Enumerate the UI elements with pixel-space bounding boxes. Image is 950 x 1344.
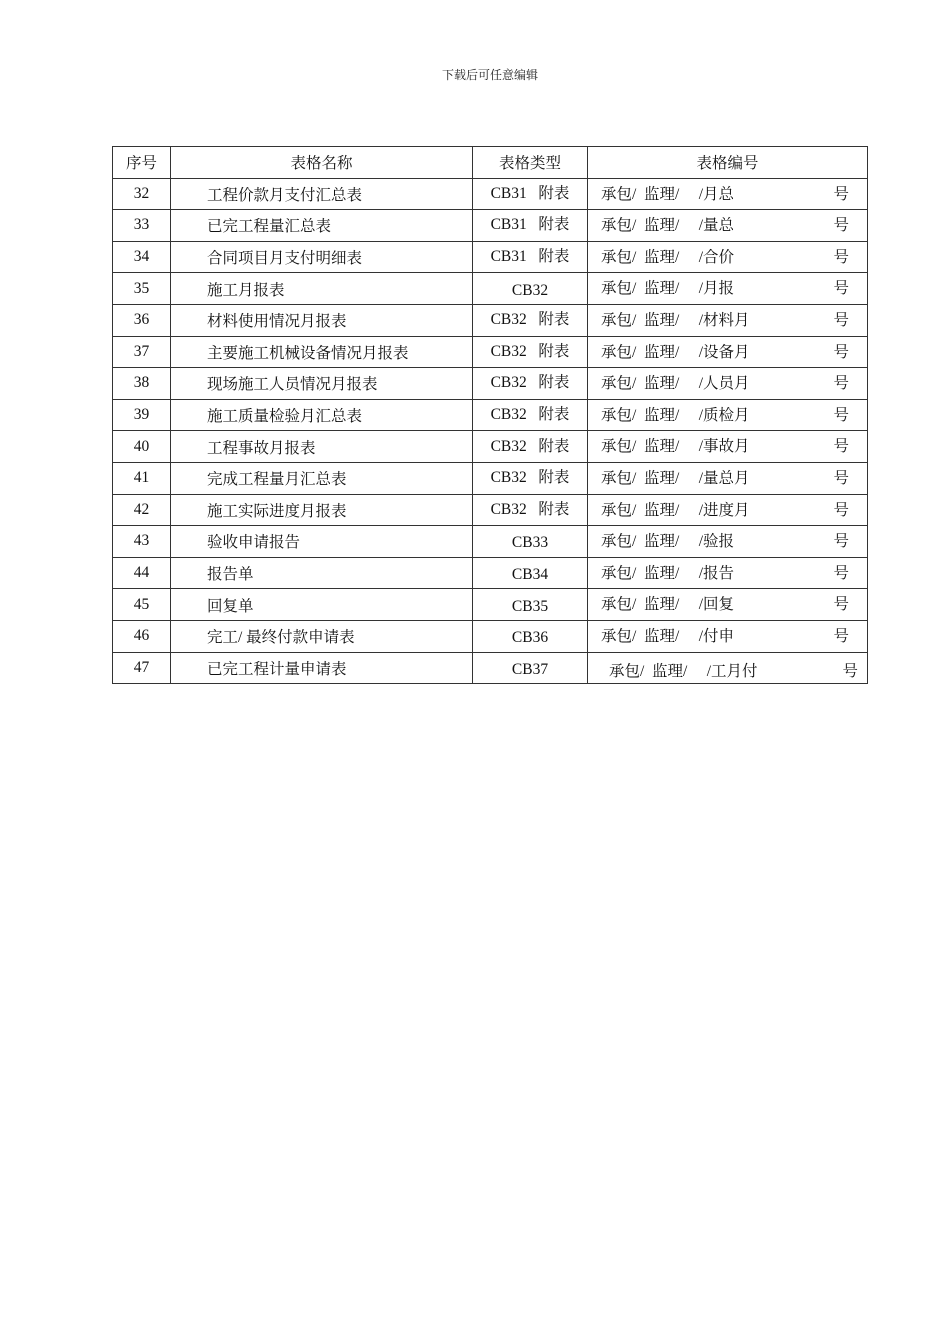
form-type: CB31 附表: [490, 184, 570, 202]
form-code: 承包/ 监理/ /设备月: [601, 343, 750, 361]
form-name: 完工/ 最终付款申请表: [171, 620, 473, 652]
row-number: 33: [113, 210, 171, 242]
form-name: 材料使用情况月报表: [171, 304, 473, 336]
form-code-cell: [588, 589, 868, 621]
form-code-suffix: 号: [833, 406, 849, 424]
form-code-suffix: 号: [833, 280, 849, 298]
form-name: 完成工程量月汇总表: [171, 462, 473, 494]
form-type: CB32 附表: [490, 374, 570, 392]
form-code-suffix: 号: [833, 469, 849, 487]
form-name: 现场施工人员情况月报表: [171, 368, 473, 400]
form-type-cell: [473, 494, 588, 526]
form-code-cell: [588, 620, 868, 652]
form-code-cell: [588, 368, 868, 400]
form-code-cell: [588, 557, 868, 589]
row-number: 46: [113, 620, 171, 652]
row-number: 43: [113, 526, 171, 558]
table-row: [113, 620, 868, 652]
form-code-suffix: 号: [833, 596, 849, 614]
table-body: [113, 178, 868, 684]
form-code-suffix: 号: [842, 662, 858, 680]
form-code: 承包/ 监理/ /量总月: [601, 469, 750, 487]
table-row: [113, 368, 868, 400]
table-row: [113, 336, 868, 368]
form-type-cell: [473, 210, 588, 242]
form-code-cell: [588, 304, 868, 336]
form-code-cell: [588, 336, 868, 368]
form-name: 回复单: [171, 589, 473, 621]
form-type-cell: [473, 620, 588, 652]
form-code-suffix: 号: [833, 533, 849, 551]
form-type: CB35: [511, 597, 549, 615]
form-code-cell: [588, 526, 868, 558]
form-code-suffix: 号: [833, 627, 849, 645]
form-code: 承包/ 监理/ /人员月: [601, 375, 750, 393]
form-type: CB32 附表: [490, 469, 570, 487]
column-header-name: 表格名称: [171, 147, 473, 179]
column-header-number: 序号: [113, 147, 171, 179]
row-number: 35: [113, 273, 171, 305]
table-row: [113, 589, 868, 621]
form-code-suffix: 号: [833, 217, 849, 235]
row-number: 39: [113, 399, 171, 431]
row-number: 42: [113, 494, 171, 526]
form-type-cell: [473, 241, 588, 273]
column-header-type: 表格类型: [473, 147, 588, 179]
table-row: [113, 462, 868, 494]
form-code-cell: [588, 178, 868, 210]
form-name: 已完工程量汇总表: [171, 210, 473, 242]
form-code-cell: [588, 241, 868, 273]
table-row: [113, 304, 868, 336]
form-type-cell: [473, 336, 588, 368]
form-type: CB32 附表: [490, 437, 570, 455]
table-row: [113, 652, 868, 684]
form-type-cell: [473, 589, 588, 621]
form-code-cell: [588, 652, 868, 684]
form-code: 承包/ 监理/ /事故月: [601, 438, 750, 456]
form-code: 承包/ 监理/ /付申: [601, 627, 735, 645]
form-type-cell: [473, 557, 588, 589]
form-code: 承包/ 监理/ /月报: [601, 280, 735, 298]
form-code-cell: [588, 494, 868, 526]
form-name: 施工实际进度月报表: [171, 494, 473, 526]
form-code-cell: [588, 431, 868, 463]
form-code-cell: [588, 210, 868, 242]
form-name: 验收申请报告: [171, 526, 473, 558]
form-code-suffix: 号: [833, 343, 849, 361]
row-number: 44: [113, 557, 171, 589]
table-row: [113, 494, 868, 526]
form-type: CB33: [511, 534, 549, 552]
table-row: [113, 273, 868, 305]
form-name: 合同项目月支付明细表: [171, 241, 473, 273]
form-code: 承包/ 监理/ /进度月: [601, 501, 750, 519]
form-name: 报告单: [171, 557, 473, 589]
form-code-suffix: 号: [833, 311, 849, 329]
form-code: 承包/ 监理/ /报告: [601, 564, 735, 582]
form-type: CB31 附表: [490, 216, 570, 234]
form-code-cell: [588, 462, 868, 494]
form-type: CB37: [511, 660, 549, 678]
table-row: [113, 178, 868, 210]
page-header-caption: 下载后可任意编辑: [441, 68, 538, 82]
table-row: [113, 241, 868, 273]
row-number: 41: [113, 462, 171, 494]
form-type: CB32 附表: [490, 500, 570, 518]
row-number: 40: [113, 431, 171, 463]
form-code: 承包/ 监理/ /回复: [601, 596, 735, 614]
form-code-suffix: 号: [833, 185, 849, 203]
form-name: 已完工程计量申请表: [171, 652, 473, 684]
column-header-code: 表格编号: [588, 147, 868, 179]
form-code: 承包/ 监理/ /质检月: [601, 406, 750, 424]
row-number: 47: [113, 652, 171, 684]
row-number: 37: [113, 336, 171, 368]
form-type-cell: [473, 178, 588, 210]
form-type: CB36: [511, 629, 549, 647]
row-number: 32: [113, 178, 171, 210]
form-code-suffix: 号: [833, 564, 849, 582]
table-row: [113, 526, 868, 558]
form-code: 承包/ 监理/ /合价: [601, 248, 735, 266]
form-type-cell: [473, 304, 588, 336]
form-code-cell: [588, 273, 868, 305]
table-header-row: [113, 147, 868, 179]
table-row: [113, 431, 868, 463]
form-type: CB34: [511, 566, 549, 584]
form-code-suffix: 号: [833, 438, 849, 456]
form-code: 承包/ 监理/ /量总: [601, 217, 735, 235]
form-type-cell: [473, 462, 588, 494]
form-name: 主要施工机械设备情况月报表: [171, 336, 473, 368]
form-type-cell: [473, 652, 588, 684]
form-type-cell: [473, 399, 588, 431]
table-row: [113, 399, 868, 431]
form-type-cell: [473, 526, 588, 558]
form-type: CB32 附表: [490, 311, 570, 329]
form-code-suffix: 号: [833, 375, 849, 393]
form-type-cell: [473, 273, 588, 305]
form-type-cell: [473, 431, 588, 463]
form-code: 承包/ 监理/ /材料月: [601, 311, 750, 329]
form-type: CB32: [511, 281, 549, 299]
form-code: 承包/ 监理/ /验报: [601, 533, 735, 551]
table-row: [113, 210, 868, 242]
form-name: 施工月报表: [171, 273, 473, 305]
form-code-suffix: 号: [833, 501, 849, 519]
row-number: 36: [113, 304, 171, 336]
form-type: CB32 附表: [490, 406, 570, 424]
form-code: 承包/ 监理/ /工月付: [609, 662, 758, 680]
form-code-cell: [588, 399, 868, 431]
row-number: 34: [113, 241, 171, 273]
form-type: CB31 附表: [490, 248, 570, 266]
forms-table: [112, 146, 868, 684]
form-type-cell: [473, 368, 588, 400]
row-number: 45: [113, 589, 171, 621]
table-row: [113, 557, 868, 589]
form-type: CB32 附表: [490, 342, 570, 360]
form-name: 工程价款月支付汇总表: [171, 178, 473, 210]
row-number: 38: [113, 368, 171, 400]
form-code: 承包/ 监理/ /月总: [601, 185, 735, 203]
form-name: 工程事故月报表: [171, 431, 473, 463]
form-name: 施工质量检验月汇总表: [171, 399, 473, 431]
form-code-suffix: 号: [833, 248, 849, 266]
